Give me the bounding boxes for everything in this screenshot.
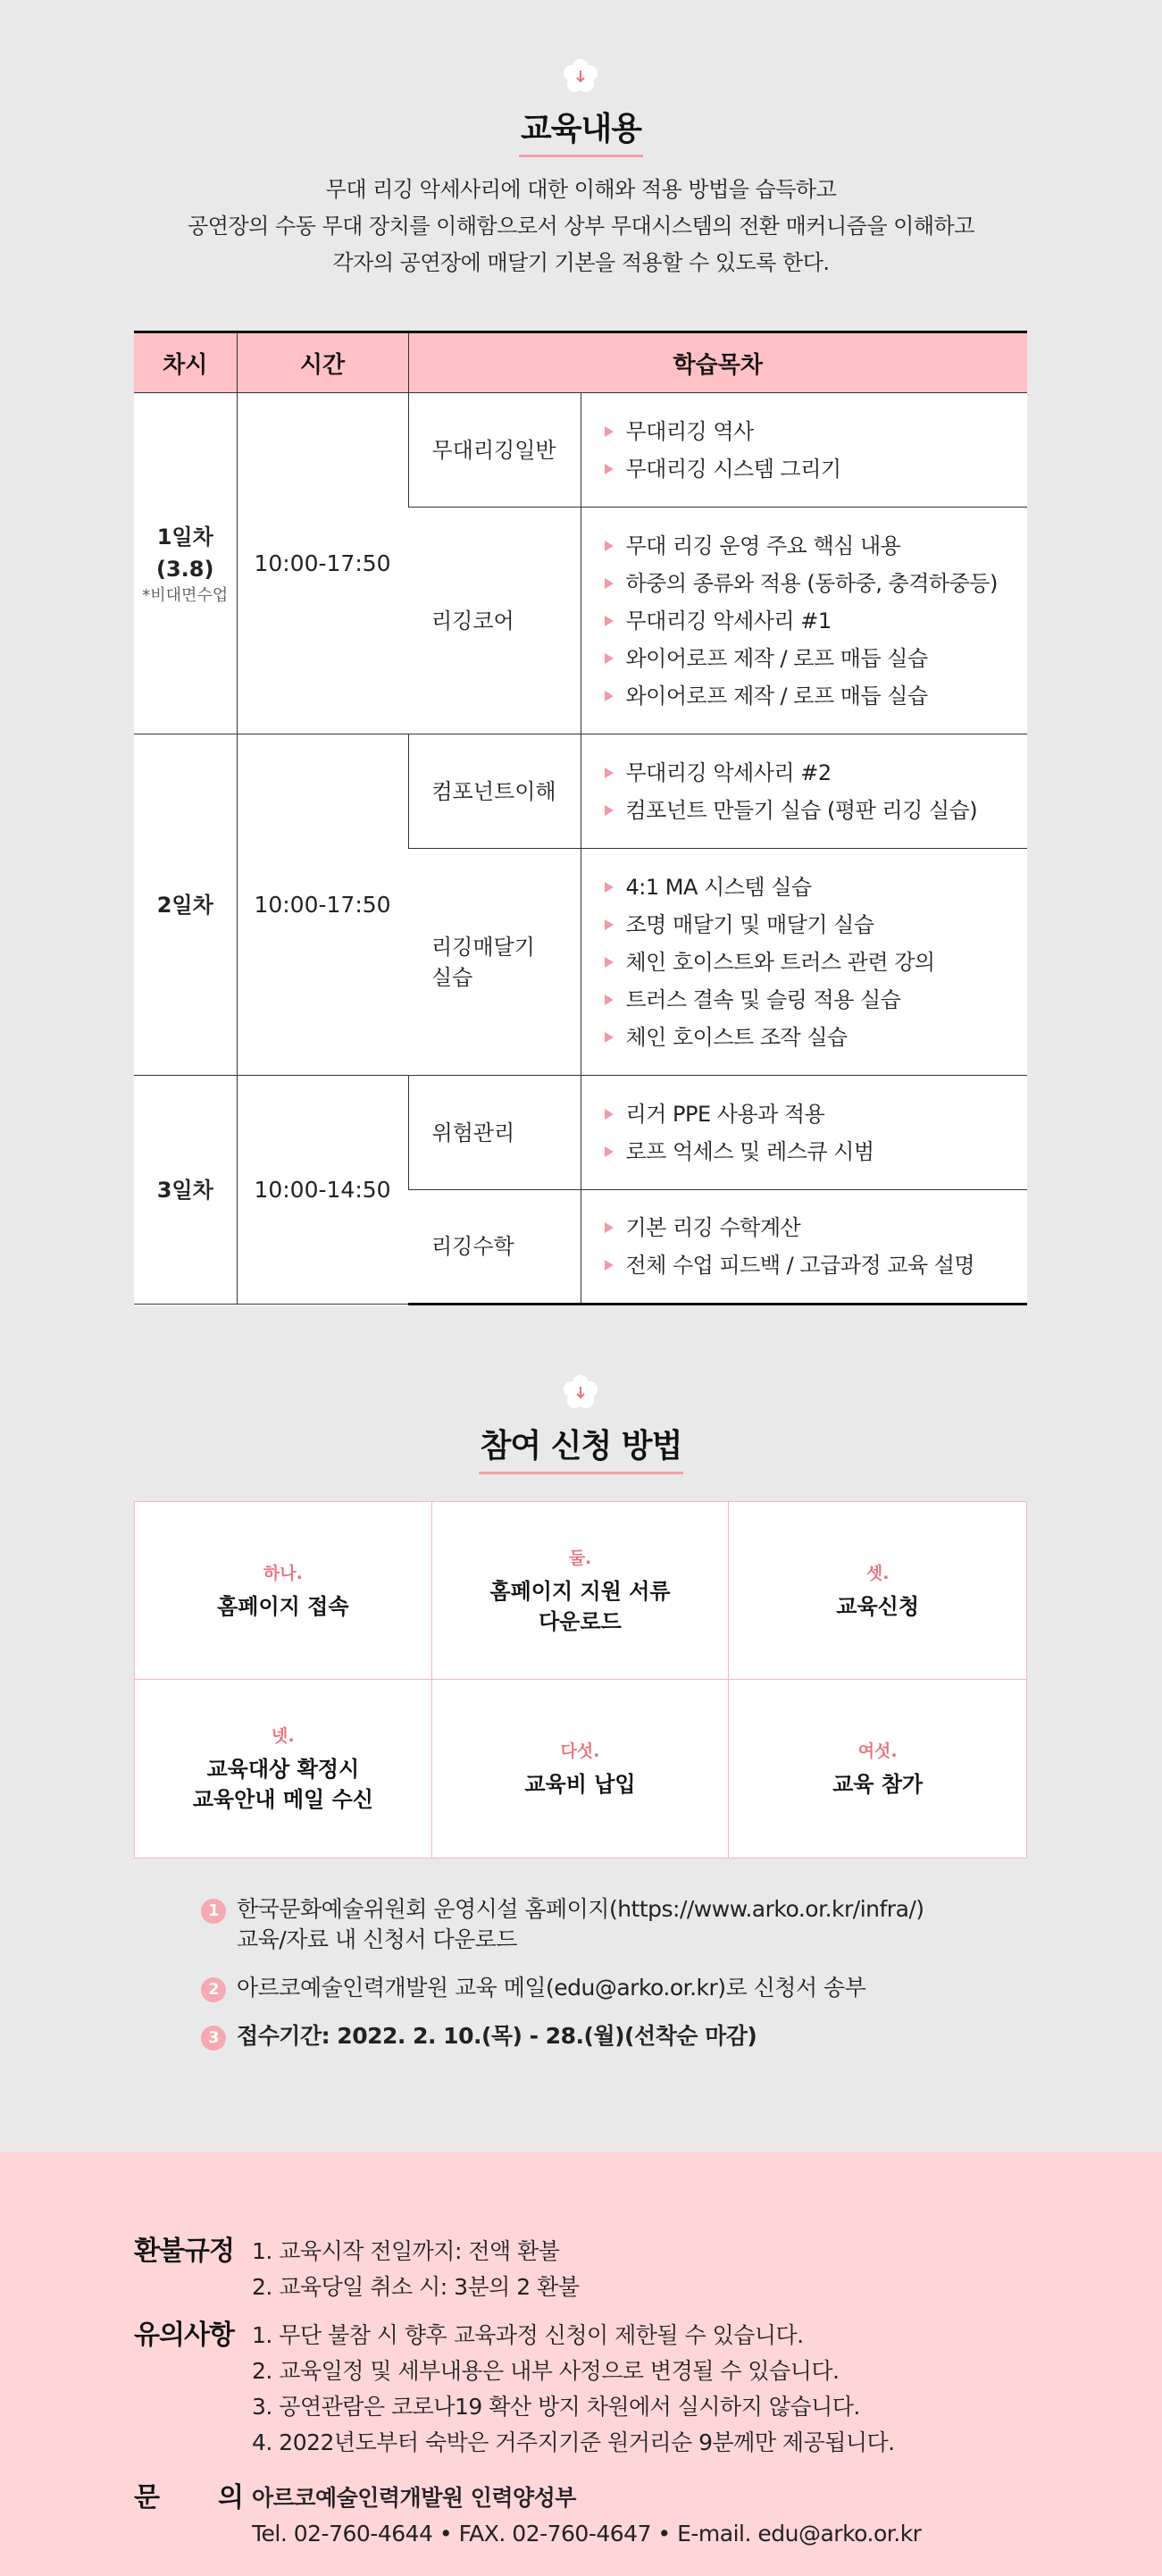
- list-item: 무대리깅 역사: [605, 413, 1019, 450]
- day-label: 1일차: [156, 524, 213, 550]
- step-label: 교육 참가: [832, 1772, 924, 1797]
- caution-line: 3. 공연관람은 코로나19 확산 방지 차원에서 실시하지 않습니다.: [252, 2394, 860, 2420]
- day-note: *비대면수업: [142, 585, 229, 605]
- table-row: [134, 393, 1027, 508]
- note-text: 접수기간: 2022. 2. 10.(목) - 28.(월)(선착순 마감): [237, 2023, 757, 2049]
- day-date: (3.8): [156, 556, 214, 582]
- list-item: 리거 PPE 사용과 적용: [605, 1095, 1019, 1133]
- triangle-bullet-icon: [605, 653, 614, 664]
- triangle-bullet-icon: [605, 1146, 614, 1157]
- day-label: 2일차: [156, 892, 213, 918]
- number-badge: 1: [201, 1899, 226, 1924]
- triangle-bullet-icon: [605, 1260, 614, 1271]
- note-text: 한국문화예술위원회 운영시설 홈페이지(https://www.arko.or.kr/infra/): [237, 1896, 924, 1922]
- topic-cell: 위험관리: [408, 1076, 581, 1190]
- day-cell: [134, 1076, 237, 1305]
- refund-line: 2. 교육당일 취소 시: 3분의 2 환불: [252, 2274, 580, 2300]
- apply-steps-grid: [134, 1501, 1027, 1859]
- caution-lines: [252, 2318, 895, 2461]
- intro-line: 각자의 공연장에 매달기 기본을 적용할 수 있도록 한다.: [332, 250, 830, 275]
- list-item: 무대리깅 시스템 그리기: [605, 450, 1019, 488]
- step-card: [729, 1680, 1026, 1858]
- education-intro: [0, 172, 1162, 281]
- education-section-title: [0, 104, 1162, 157]
- caution-label: 유의사항: [134, 2320, 234, 2351]
- triangle-bullet-icon: [605, 1109, 614, 1120]
- day-cell: [134, 734, 237, 1076]
- step-label: 교육신청: [836, 1593, 920, 1619]
- triangle-bullet-icon: [605, 691, 614, 701]
- list-item: 트러스 결속 및 슬링 적용 실습: [605, 981, 1019, 1019]
- table-row: [134, 734, 1027, 849]
- note-item: [201, 2021, 1049, 2052]
- step-card: [432, 1502, 730, 1680]
- list-item: 체인 호이스트 조작 실습: [605, 1019, 1019, 1056]
- note-text: 교육/자료 내 신청서 다운로드: [237, 1926, 518, 1952]
- step-card: [135, 1502, 432, 1680]
- triangle-bullet-icon: [605, 1032, 614, 1043]
- list-item: 무대리깅 악세사리 #2: [605, 754, 1019, 792]
- triangle-bullet-icon: [605, 578, 614, 589]
- refund-label: 환불규정: [134, 2236, 234, 2267]
- step-card: [135, 1680, 432, 1858]
- day-cell: [134, 393, 237, 734]
- refund-line: 1. 교육시작 전일까지: 전액 환불: [252, 2238, 560, 2264]
- step-label: 홈페이지 지원 서류 다운로드: [489, 1578, 671, 1634]
- topic-cell: 무대리깅일반: [408, 393, 581, 508]
- apply-notes: [201, 1894, 1049, 2069]
- contact-lines: [252, 2480, 921, 2552]
- list-item: 와이어로프 제작 / 로프 매듭 실습: [605, 640, 1019, 677]
- number-badge: 2: [201, 1977, 226, 2002]
- step-card: [729, 1502, 1026, 1680]
- list-item: 전체 수업 피드백 / 고급과정 교육 설명: [605, 1246, 1019, 1284]
- apply-section-title: [0, 1421, 1162, 1474]
- triangle-bullet-icon: [605, 994, 614, 1005]
- triangle-bullet-icon: [605, 957, 614, 968]
- step-number: 다섯.: [560, 1741, 600, 1761]
- table-row: [134, 1076, 1027, 1190]
- triangle-bullet-icon: [605, 882, 614, 893]
- triangle-bullet-icon: [605, 464, 614, 474]
- step-label: 교육대상 확정시 교육안내 메일 수신: [192, 1757, 373, 1812]
- refund-policy: [134, 2234, 1027, 2305]
- contact-org: 아르코예술인력개발원 인력양성부: [252, 2485, 576, 2511]
- note-item: [201, 1973, 1049, 2003]
- items-cell: [581, 849, 1027, 1076]
- topic-cell: 리깅수학: [408, 1190, 581, 1305]
- items-cell: [581, 508, 1027, 734]
- intro-line: 무대 리깅 악세사리에 대한 이해와 적용 방법을 습득하고: [325, 177, 837, 202]
- step-number: 넷.: [272, 1726, 295, 1746]
- header-session: 차시: [134, 332, 237, 393]
- refund-lines: [252, 2234, 579, 2305]
- triangle-bullet-icon: [605, 541, 614, 551]
- items-cell: [581, 734, 1027, 849]
- curriculum-table: [134, 331, 1027, 1305]
- page-title: 교육내용: [519, 104, 643, 157]
- triangle-bullet-icon: [605, 426, 614, 437]
- header-contents: 학습목차: [408, 332, 1027, 393]
- contact-info: [134, 2480, 1027, 2552]
- caution-line: 1. 무단 불참 시 향후 교육과정 신청이 제한될 수 있습니다.: [252, 2322, 804, 2348]
- items-cell: [581, 393, 1027, 508]
- list-item: 무대 리깅 운영 주요 핵심 내용: [605, 527, 1019, 565]
- triangle-bullet-icon: [605, 919, 614, 930]
- list-item: 하중의 종류와 적용 (동하중, 충격하중등): [605, 565, 1019, 602]
- step-label: 교육비 납입: [524, 1772, 636, 1797]
- time-cell: 10:00-14:50: [237, 1076, 408, 1305]
- step-number: 둘.: [568, 1548, 592, 1568]
- items-cell: [581, 1190, 1027, 1305]
- intro-line: 공연장의 수동 무대 장치를 이해함으로서 상부 무대시스템의 전환 매커니즘을 이해하고: [188, 214, 974, 239]
- note-text: 아르코예술인력개발원 교육 메일(edu@arko.or.kr)로 신청서 송부: [237, 1975, 866, 2001]
- step-number: 셋.: [865, 1563, 890, 1583]
- list-item: 조명 매달기 및 매달기 실습: [605, 906, 1019, 944]
- day-label: 3일차: [156, 1177, 213, 1203]
- section-title: 참여 신청 방법: [479, 1421, 684, 1474]
- time-cell: 10:00-17:50: [237, 393, 408, 734]
- step-number: 여섯.: [857, 1741, 898, 1761]
- list-item: 와이어로프 제작 / 로프 매듭 실습: [605, 677, 1019, 715]
- note-item: [201, 1894, 1049, 1955]
- caution-line: 2. 교육일정 및 세부내용은 내부 사정으로 변경될 수 있습니다.: [252, 2358, 840, 2384]
- contact-line: Tel. 02-760-4644 • FAX. 02-760-4647 • E-mail. edu@arko.or.kr: [252, 2521, 922, 2547]
- step-number: 하나.: [263, 1563, 303, 1583]
- list-item: 컴포넌트 만들기 실습 (평판 리깅 실습): [605, 792, 1019, 829]
- caution-line: 4. 2022년도부터 숙박은 거주지기준 원거리순 9분께만 제공됩니다.: [252, 2429, 895, 2455]
- contact-label: 문 의: [134, 2482, 243, 2513]
- table-header-row: [134, 332, 1027, 393]
- header-time: 시간: [237, 332, 408, 393]
- number-badge: 3: [201, 2026, 226, 2051]
- caution-notes: [134, 2318, 1027, 2461]
- flower-arrow-icon: [561, 1373, 600, 1413]
- triangle-bullet-icon: [605, 616, 614, 626]
- step-card: [432, 1680, 730, 1858]
- items-cell: [581, 1076, 1027, 1190]
- flower-arrow-icon: [561, 57, 600, 96]
- time-cell: 10:00-17:50: [237, 734, 408, 1076]
- triangle-bullet-icon: [605, 1222, 614, 1233]
- triangle-bullet-icon: [605, 768, 614, 778]
- topic-cell: 리깅코어: [408, 508, 581, 734]
- list-item: 체인 호이스트와 트러스 관련 강의: [605, 944, 1019, 981]
- step-label: 홈페이지 접속: [217, 1593, 349, 1619]
- triangle-bullet-icon: [605, 805, 614, 816]
- list-item: 로프 억세스 및 레스큐 시범: [605, 1133, 1019, 1171]
- topic-cell: 리깅매달기 실습: [408, 849, 581, 1076]
- list-item: 기본 리깅 수학계산: [605, 1209, 1019, 1246]
- topic-cell: 컴포넌트이해: [408, 734, 581, 849]
- list-item: 무대리깅 악세사리 #1: [605, 602, 1019, 640]
- footer-panel: [0, 2152, 1162, 2576]
- list-item: 4:1 MA 시스템 실습: [605, 868, 1019, 906]
